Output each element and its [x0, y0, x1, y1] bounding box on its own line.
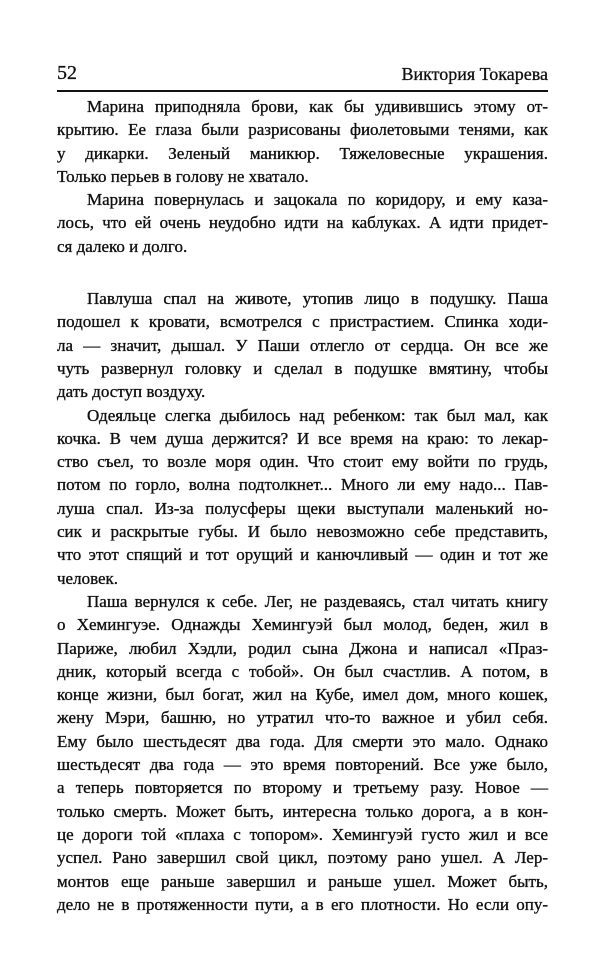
text-line: Одеяльце слегка дыбилось над ребенком: так был мал, как	[87, 405, 548, 425]
text-line: ся далеко и долго.	[57, 236, 188, 256]
text-line: Только перьев в голову не хватало.	[57, 166, 309, 186]
text-line: шестьдесят два года — это время повторений. Все уже было,	[57, 755, 548, 775]
paragraph	[57, 95, 548, 188]
text-line: Ему было шестьдесят два года. Для смерти это мало. Однако	[57, 731, 548, 751]
text-line: дник, который всегда с тобой». Он был счастлив. А потом, в	[57, 661, 548, 681]
paragraph	[57, 404, 548, 590]
text-line: конце жизни, был богат, жил на Кубе, имел дом, много кошек,	[57, 685, 548, 705]
text-section	[57, 287, 548, 916]
text-line: Павлуша спал на животе, утопив лицо в подушку. Паша	[87, 289, 548, 309]
text-line: а теперь повторяется по второму и третьему разу. Новое —	[57, 778, 548, 798]
text-line: крытию. Ее глаза были разрисованы фиолетовыми тенями, как	[57, 120, 548, 140]
text-line: потом по горло, волна подтолкнет... Много ли ему надо... Пав-	[57, 475, 548, 495]
text-line: Марина повернулась и зацокала по коридору, и ему каза-	[87, 190, 548, 210]
paragraph	[57, 287, 548, 403]
running-title: Виктория Токарева	[401, 64, 548, 84]
text-line: Париже, любил Хэдли, родил сына Джона и написал «Праз-	[57, 638, 548, 658]
text-line: ла — значит, дышал. У Паши отлегло от сердца. Он все же	[57, 335, 548, 355]
text-line: Паша вернулся к себе. Лег, не раздеваясь, стал читать книгу	[87, 591, 548, 611]
text-line: дело не в протяженности пути, а в его плотности. Но если опу-	[57, 894, 548, 914]
text-line: Марина приподняла брови, как бы удивившись этому от-	[87, 97, 548, 116]
text-line: жену Мэри, башню, но утратил что-то важное и убил себя.	[57, 708, 548, 728]
text-line: дать доступ воздуху.	[57, 382, 206, 402]
page-header	[57, 60, 548, 92]
text-line: сик и раскрытые губы. И было невозможно себе представить,	[57, 522, 548, 542]
text-line: чуть развернул головку и сделал в подушке вмятину, чтобы	[57, 358, 548, 378]
paragraph	[57, 590, 548, 916]
text-line: человек.	[57, 568, 119, 588]
text-line: це дороги той «плаха с топором». Хемингуэй густо жил и все	[57, 824, 548, 844]
text-line: у дикарки. Зеленый маникюр. Тяжеловесные украшения.	[57, 143, 548, 163]
text-line: ство съел, то возле моря один. Что стоит ему войти по грудь,	[57, 452, 548, 472]
page-body	[57, 95, 548, 916]
page-number: 52	[57, 62, 77, 84]
text-line: о Хемингуэе. Однажды Хемингуэй был молод, беден, жил в	[57, 615, 548, 635]
section-break	[57, 258, 548, 287]
text-line: монтов еще раньше завершил и раньше ушел. Может быть,	[57, 871, 548, 891]
text-line: луша спал. Из-за полусферы щеки выступали маленький но-	[57, 498, 548, 518]
text-section	[57, 95, 548, 258]
text-line: подошел к кровати, всмотрелся с пристрастием. Спинка ходи-	[57, 312, 548, 332]
text-line: успел. Рано завершил свой цикл, поэтому рано ушел. А Лер-	[57, 848, 548, 868]
text-line: лось, что ей очень неудобно идти на каблуках. А идти придет-	[57, 213, 548, 233]
paragraph	[57, 188, 548, 258]
text-line: только смерть. Может быть, интересна только дорога, а в кон-	[57, 801, 548, 821]
text-line: что этот спящий и тот орущий и канючливый — один и тот же	[57, 545, 548, 565]
text-line: кочка. В чем душа держится? И все время на краю: то лекар-	[57, 428, 548, 448]
